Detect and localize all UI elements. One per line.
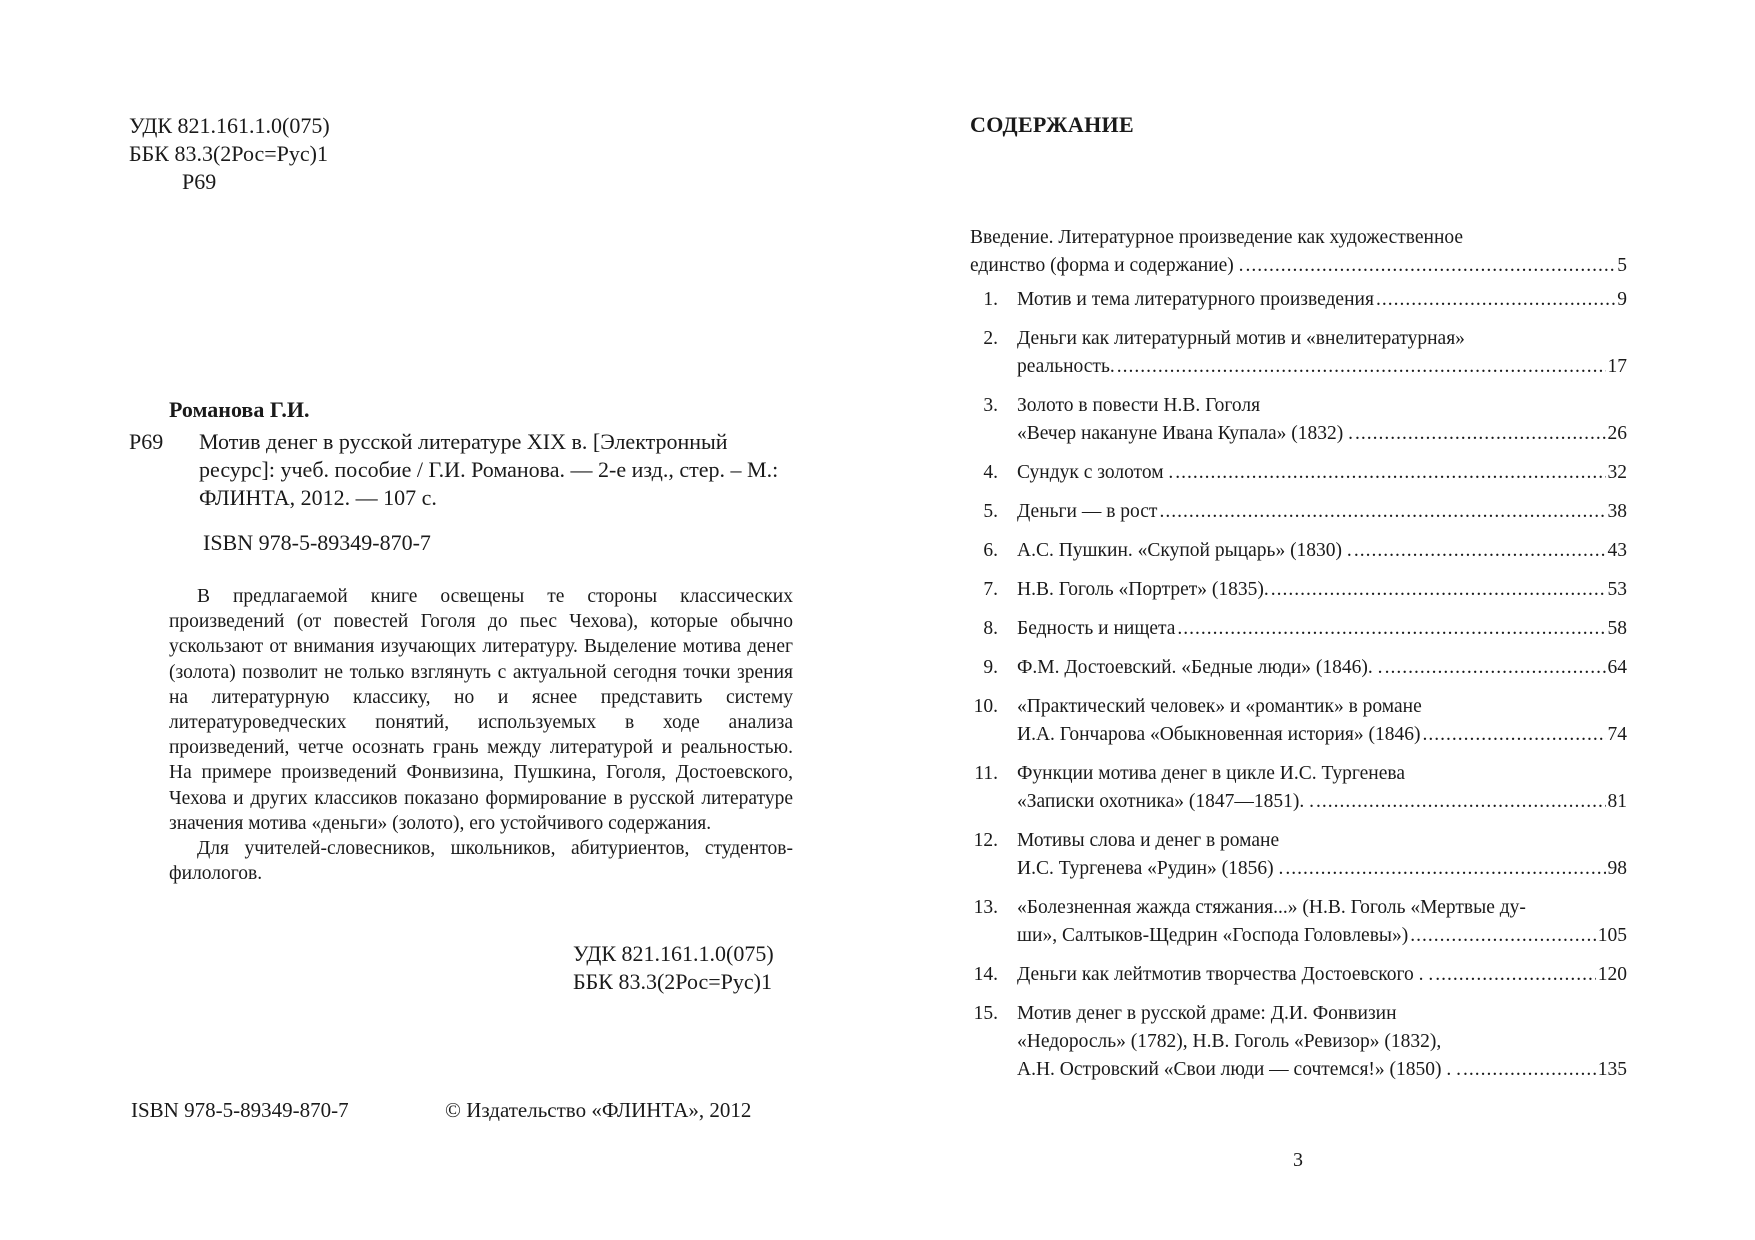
- toc-entry-number: 1.: [983, 289, 998, 310]
- toc-entry: [970, 537, 1627, 565]
- toc-entry-number: 14.: [973, 964, 998, 985]
- toc-leader-dots: [1355, 420, 1605, 448]
- toc-entry-page: 105: [1597, 925, 1627, 946]
- toc-entry: [970, 615, 1627, 643]
- toc-entry-last-line: [1017, 576, 1627, 604]
- toc-entry-page: 81: [1607, 791, 1627, 812]
- toc-entry-last-line: [970, 252, 1627, 280]
- toc-entry-last-line: [1017, 353, 1627, 381]
- toc-entry-title-line: Мотив денег в русской драме: Д.И. Фонвизин: [1017, 1003, 1397, 1024]
- toc-title: СОДЕРЖАНИЕ: [970, 112, 1134, 137]
- udk-code: УДК 821.161.1.0(075): [129, 113, 330, 138]
- annotation-audience: Для учителей-словесников, школьников, абитуриентов, студентов-филологов.: [169, 838, 793, 885]
- toc-entry-page: 9: [1617, 289, 1627, 310]
- toc-entry-last-line: [1017, 961, 1627, 989]
- toc-entry-number: 4.: [983, 462, 998, 483]
- toc-entry: [970, 1000, 1627, 1084]
- toc-entry-title-end: А.Н. Островский «Свои люди — сочтемся!» (1850) . .: [1017, 1059, 1462, 1080]
- toc-entry-page: 38: [1607, 501, 1627, 522]
- toc-entry-title-line: Введение. Литературное произведение как художественное: [970, 227, 1464, 248]
- toc-leader-dots: [1159, 498, 1605, 526]
- toc-leader-dots: [1175, 459, 1605, 487]
- bbk-code: ББК 83.3(2Рос=Рус)1: [129, 141, 328, 166]
- footer-isbn: ISBN 978-5-89349-870-7: [131, 1098, 349, 1122]
- classification-block-top: [129, 112, 330, 196]
- toc-leader-dots: [1285, 855, 1605, 883]
- toc-entry-last-line: [1017, 1056, 1627, 1084]
- toc-entry: [970, 576, 1627, 604]
- toc-entry-number: 7.: [983, 579, 998, 600]
- toc-entry-title-end: Деньги — в рост: [1017, 501, 1158, 522]
- toc-leader-dots: [1463, 1056, 1596, 1084]
- toc-entry-number: 15.: [973, 1003, 998, 1024]
- toc-entry-number: 6.: [983, 540, 998, 561]
- right-page: [877, 0, 1755, 1240]
- toc-entry-page: 17: [1607, 356, 1627, 377]
- toc-entry: [970, 827, 1627, 883]
- toc-entry-title-end: А.С. Пушкин. «Скупой рыцарь» (1830) .: [1017, 540, 1352, 561]
- toc-leader-dots: [1376, 286, 1615, 314]
- toc-leader-dots: [1316, 788, 1606, 816]
- toc-entry-page: 135: [1597, 1059, 1627, 1080]
- toc-entry-page: 32: [1607, 462, 1627, 483]
- toc-entry-number: 11.: [974, 763, 998, 784]
- toc-entry-last-line: [1017, 654, 1627, 682]
- toc-entry-page: 58: [1607, 618, 1627, 639]
- toc-entry-title-line: Функции мотива денег в цикле И.С. Тургенева: [1017, 763, 1405, 784]
- toc-entry-page: 74: [1607, 724, 1627, 745]
- toc-entry-page: 53: [1607, 579, 1627, 600]
- annotation-paragraph: В предлагаемой книге освещены те стороны классических произведений (от повестей Гоголя до пьес Чехова), которые обычно ускользают от внимания изучающих литературу. Выделение мотива денег (золота) позволит не только взглянуть с актуальной сегодня точки зрения на литературную классику, но и яснее представить систему литературоведческих понятий, используемых в ходе анализа произведений, четче осознать грань между литературой и реальностью. На примере произведений Фонвизина, Пушкина, Гоголя, Достоевского, Чехова и других классиков показано формирование в русской литературе значения мотива «деньги» (золото), его устойчивого содержания.: [169, 586, 793, 834]
- toc-entry-title-end: Деньги как лейтмотив творчества Достоевского . .: [1017, 964, 1434, 985]
- toc-entry-title-end: единство (форма и содержание) .: [970, 255, 1244, 276]
- toc-entry-last-line: [1017, 788, 1627, 816]
- toc-leader-dots: [1177, 615, 1605, 643]
- bbk-code-bottom: ББК 83.3(2Рос=Рус)1: [573, 969, 772, 994]
- toc-leader-dots: [1410, 922, 1595, 950]
- toc-entry: [970, 894, 1627, 950]
- toc-entry-title-end: Н.В. Гоголь «Портрет» (1835).: [1017, 579, 1269, 600]
- toc-entry: [970, 654, 1627, 682]
- toc-entry: [970, 498, 1627, 526]
- toc-entry: [970, 392, 1627, 448]
- toc-entry-title-line: Деньги как литературный мотив и «внелитературная»: [1017, 328, 1465, 349]
- toc-entry-number: 3.: [983, 395, 998, 416]
- author-name: Романова Г.И.: [169, 397, 310, 422]
- isbn: ISBN 978-5-89349-870-7: [203, 530, 431, 555]
- author-mark: Р69: [182, 169, 217, 194]
- page-number: 3: [1293, 1149, 1303, 1171]
- toc-leader-dots: [1246, 252, 1616, 280]
- toc-entry-title-end: И.С. Тургенева «Рудин» (1856) .: [1017, 858, 1284, 879]
- classification-block-bottom: [573, 940, 774, 996]
- toc-entry-last-line: [1017, 420, 1627, 448]
- toc-entry: [970, 459, 1627, 487]
- toc-entry-number: 10.: [973, 696, 998, 717]
- toc-entry-title-end: Сундук с золотом .: [1017, 462, 1174, 483]
- toc-entry-title-end: реальность.: [1017, 356, 1115, 377]
- toc-entry-last-line: [1017, 459, 1627, 487]
- toc-entry-title-end: «Записки охотника» (1847—1851). .: [1017, 791, 1314, 812]
- toc-leader-dots: [1117, 353, 1606, 381]
- toc-entry-last-line: [1017, 615, 1627, 643]
- toc-entry-last-line: [1017, 286, 1627, 314]
- catalog-description: Мотив денег в русской литературе XIX в. [Электронный ресурс]: учеб. пособие / Г.И. Романова. — 2-е изд., стер. – М.: ФЛИНТА, 2012. — 107 с.: [199, 429, 779, 510]
- toc-entry-page: 120: [1597, 964, 1627, 985]
- toc-entry-last-line: [1017, 498, 1627, 526]
- toc-entry-title-end: И.А. Гончарова «Обыкновенная история» (1846): [1017, 724, 1421, 745]
- toc-entry-title-line: Мотивы слова и денег в романе: [1017, 830, 1280, 851]
- toc-entry-title-end: «Вечер накануне Ивана Купала» (1832) .: [1017, 423, 1354, 444]
- copyright: © Издательство «ФЛИНТА», 2012: [445, 1098, 752, 1122]
- toc-leader-dots: [1354, 537, 1606, 565]
- toc-entry-last-line: [1017, 855, 1627, 883]
- toc-entry-page: 5: [1617, 255, 1627, 276]
- toc-entry-last-line: [1017, 922, 1627, 950]
- toc-entry-page: 64: [1607, 657, 1627, 678]
- catalog-author-mark: Р69: [129, 429, 164, 454]
- table-of-contents: [970, 224, 1627, 1095]
- toc-entry: [970, 961, 1627, 989]
- toc-entry-number: 2.: [983, 328, 998, 349]
- toc-entry-number: 8.: [983, 618, 998, 639]
- toc-entry-number: 13.: [973, 897, 998, 918]
- toc-entry-title-end: Мотив и тема литературного произведения: [1017, 289, 1374, 310]
- toc-entry: [970, 760, 1627, 816]
- toc-leader-dots: [1271, 576, 1606, 604]
- toc-entry: [970, 286, 1627, 314]
- toc-entry-last-line: [1017, 721, 1627, 749]
- toc-entry-title-end: Ф.М. Достоевский. «Бедные люди» (1846). .: [1017, 657, 1383, 678]
- toc-entry-page: 43: [1607, 540, 1627, 561]
- toc-entry-title-line: «Недоросль» (1782), Н.В. Гоголь «Ревизор» (1832),: [1017, 1031, 1442, 1052]
- catalog-entry: [129, 428, 789, 512]
- toc-leader-dots: [1422, 721, 1605, 749]
- toc-entry-page: 98: [1607, 858, 1627, 879]
- toc-entry-number: 9.: [983, 657, 998, 678]
- udk-code-bottom: УДК 821.161.1.0(075): [573, 941, 774, 966]
- toc-entry: [970, 325, 1627, 381]
- toc-leader-dots: [1385, 654, 1606, 682]
- toc-entry-title-end: ши», Салтыков-Щедрин «Господа Головлевы»): [1017, 925, 1409, 946]
- toc-entry-title-line: «Болезненная жажда стяжания...» (Н.В. Гоголь «Мертвые ду-: [1017, 897, 1526, 918]
- toc-leader-dots: [1435, 961, 1595, 989]
- toc-entry-number: 5.: [983, 501, 998, 522]
- annotation: [169, 584, 793, 886]
- toc-entry-title-end: Бедность и нищета: [1017, 618, 1176, 639]
- left-page: [0, 0, 877, 1240]
- toc-entry-page: 26: [1607, 423, 1627, 444]
- toc-entry: [970, 224, 1627, 280]
- toc-entry: [970, 693, 1627, 749]
- toc-entry-title-line: Золото в повести Н.В. Гоголя: [1017, 395, 1261, 416]
- toc-entry-number: 12.: [973, 830, 998, 851]
- toc-entry-title-line: «Практический человек» и «романтик» в романе: [1017, 696, 1422, 717]
- toc-entry-last-line: [1017, 537, 1627, 565]
